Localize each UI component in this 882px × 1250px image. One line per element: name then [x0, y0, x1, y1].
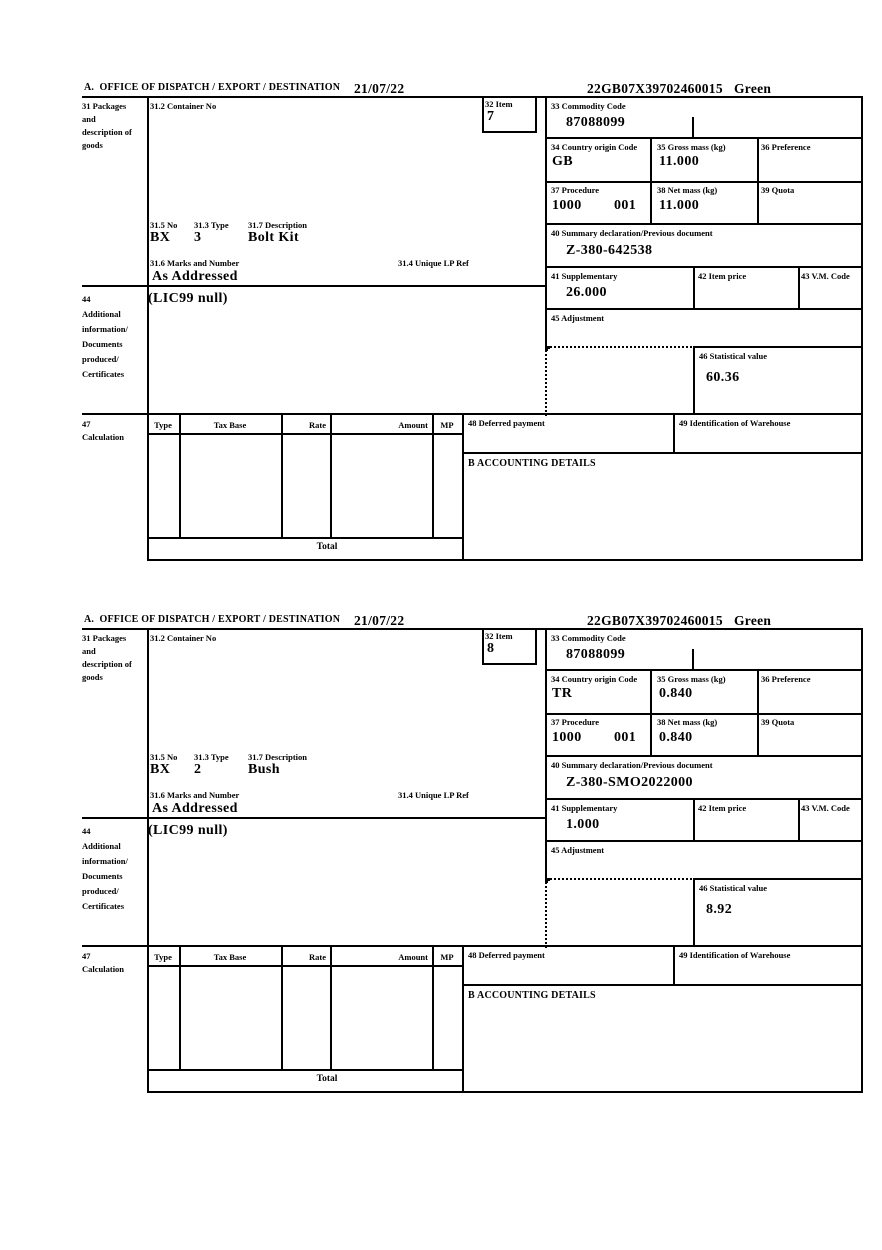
col-amount-header: Amount: [398, 952, 428, 962]
total-label: Total: [316, 1074, 338, 1084]
declaration-reference: 22GB07X39702460015: [587, 81, 723, 96]
col-tax-base-header: Tax Base: [213, 952, 247, 962]
statistical-value: 60.36: [706, 370, 740, 385]
grid-line: [147, 433, 462, 435]
grid-line: [545, 98, 547, 346]
marks-number-label: 31.6 Marks and Number: [150, 258, 240, 268]
item-section-2: [82, 614, 863, 1093]
col-mp-header: MP: [440, 952, 454, 962]
gross-mass-label: 35 Gross mass (kg): [657, 674, 726, 684]
grid-line: [535, 628, 537, 665]
grid-line: [693, 346, 863, 348]
grid-line: [692, 117, 694, 137]
box47-calculation-label: 47 Calculation: [82, 951, 125, 974]
summary-declaration-label: 40 Summary declaration/Previous document: [551, 760, 713, 770]
procedure-value: 1000: [552, 730, 582, 745]
procedure-label: 37 Procedure: [551, 717, 600, 727]
grid-line: [650, 671, 652, 713]
accounting-details-label: B ACCOUNTING DETAILS: [468, 990, 596, 1001]
net-mass-value: 11.000: [659, 198, 700, 213]
quota-label: 39 Quota: [761, 185, 795, 195]
grid-line: [693, 268, 695, 308]
net-mass-value: 0.840: [659, 730, 693, 745]
grid-line: [545, 840, 863, 842]
grid-line: [673, 413, 675, 452]
grid-line: [82, 96, 863, 98]
declaration-date: 21/07/22: [354, 613, 405, 628]
package-type-value: 3: [194, 230, 202, 245]
grid-line: [82, 628, 863, 630]
adjustment-label: 45 Adjustment: [551, 313, 605, 323]
office-of-dispatch-header: A. OFFICE OF DISPATCH / EXPORT / DESTINATION: [84, 82, 341, 93]
grid-line: [757, 181, 759, 223]
col-rate-header: Rate: [309, 420, 326, 430]
total-label: Total: [316, 542, 338, 552]
preference-label: 36 Preference: [761, 142, 811, 152]
col-type-header: Type: [154, 952, 172, 962]
supplementary-value: 26.000: [566, 285, 607, 300]
commodity-code-value: 87088099: [566, 115, 626, 130]
grid-line: [650, 713, 652, 755]
col-amount-header: Amount: [398, 420, 428, 430]
declaration-reference: 22GB07X39702460015: [587, 613, 723, 628]
box47-calculation-label: 47 Calculation: [82, 419, 125, 442]
description-value: Bush: [248, 762, 280, 777]
statistical-value-label: 46 Statistical value: [699, 883, 767, 893]
procedure-label: 37 Procedure: [551, 185, 600, 195]
commodity-code-label: 33 Commodity Code: [551, 633, 626, 643]
package-no-value: BX: [150, 762, 171, 777]
grid-line: [545, 755, 863, 757]
grid-line: [545, 223, 863, 225]
country-origin-label: 34 Country origin Code: [551, 142, 638, 152]
container-no-label: 31.2 Container No: [150, 101, 217, 111]
grid-line: [693, 880, 695, 945]
item-section-1: [82, 82, 863, 561]
grid-line: [482, 663, 537, 665]
deferred-payment-label: 48 Deferred payment: [468, 950, 545, 960]
grid-line: [82, 413, 863, 415]
grid-line: [147, 559, 863, 561]
grid-line: [147, 965, 462, 967]
box44-additional-info-label: 44 Additional information/ Documents produced/ Certificates: [82, 294, 128, 379]
marks-number-label: 31.6 Marks and Number: [150, 790, 240, 800]
grid-line: [147, 98, 149, 559]
office-of-dispatch-header: A. OFFICE OF DISPATCH / EXPORT / DESTINATION: [84, 614, 341, 625]
grid-line: [798, 800, 800, 840]
supplementary-label: 41 Supplementary: [551, 271, 618, 281]
grid-line: [147, 630, 149, 1091]
grid-line: [462, 452, 863, 454]
grid-line: [798, 268, 800, 308]
grid-line: [535, 96, 537, 133]
item-number-value: 8: [487, 641, 495, 656]
item-label: 32 Item: [485, 99, 513, 109]
grid-line: [757, 139, 759, 181]
vm-code-label: 43 V.M. Code: [801, 803, 850, 813]
additional-info-value: (LIC99 null): [148, 291, 228, 306]
grid-line: [82, 285, 545, 287]
net-mass-label: 38 Net mass (kg): [657, 717, 718, 727]
package-no-label: 31.5 No: [150, 752, 178, 762]
marks-number-value: As Addressed: [152, 269, 238, 284]
unique-lp-ref-label: 31.4 Unique LP Ref: [398, 790, 469, 800]
routing-status: Green: [734, 613, 772, 628]
grid-line: [692, 649, 694, 669]
grid-line: [147, 537, 462, 539]
package-no-label: 31.5 No: [150, 220, 178, 230]
summary-declaration-label: 40 Summary declaration/Previous document: [551, 228, 713, 238]
grid-line: [545, 798, 863, 800]
procedure-2-value: 001: [614, 198, 637, 213]
grid-line: [693, 800, 695, 840]
description-label: 31.7 Description: [248, 752, 308, 762]
warehouse-id-label: 49 Identification of Warehouse: [679, 950, 791, 960]
deferred-payment-label: 48 Deferred payment: [468, 418, 545, 428]
unique-lp-ref-label: 31.4 Unique LP Ref: [398, 258, 469, 268]
supplementary-label: 41 Supplementary: [551, 803, 618, 813]
grid-line: [545, 308, 863, 310]
grid-line: [545, 713, 863, 715]
commodity-code-value: 87088099: [566, 647, 626, 662]
preference-label: 36 Preference: [761, 674, 811, 684]
declaration-date: 21/07/22: [354, 81, 405, 96]
grid-line: [147, 1091, 863, 1093]
grid-line: [545, 878, 547, 948]
additional-info-value: (LIC99 null): [148, 823, 228, 838]
country-origin-value: TR: [552, 686, 573, 701]
grid-line: [482, 131, 537, 133]
package-no-value: BX: [150, 230, 171, 245]
grid-line: [861, 630, 863, 1091]
package-type-value: 2: [194, 762, 202, 777]
routing-status: Green: [734, 81, 772, 96]
grid-line: [545, 630, 547, 878]
previous-document-value: Z-380-SMO2022000: [566, 775, 693, 790]
item-label: 32 Item: [485, 631, 513, 641]
country-origin-value: GB: [552, 154, 574, 169]
grid-line: [693, 878, 863, 880]
box31-packages-label: 31 Packages and description of goods: [82, 101, 132, 150]
marks-number-value: As Addressed: [152, 801, 238, 816]
grid-line: [482, 96, 484, 133]
grid-line: [757, 713, 759, 755]
grid-line: [650, 139, 652, 181]
box31-packages-label: 31 Packages and description of goods: [82, 633, 132, 682]
quota-label: 39 Quota: [761, 717, 795, 727]
grid-line: [462, 413, 464, 559]
col-rate-header: Rate: [309, 952, 326, 962]
grid-line: [482, 628, 484, 665]
grid-line: [545, 346, 547, 416]
gross-mass-label: 35 Gross mass (kg): [657, 142, 726, 152]
grid-line: [545, 266, 863, 268]
net-mass-label: 38 Net mass (kg): [657, 185, 718, 195]
grid-line: [82, 945, 863, 947]
container-no-label: 31.2 Container No: [150, 633, 217, 643]
grid-line: [545, 137, 863, 139]
procedure-2-value: 001: [614, 730, 637, 745]
gross-mass-value: 11.000: [659, 154, 700, 169]
grid-line: [462, 984, 863, 986]
supplementary-value: 1.000: [566, 817, 600, 832]
description-value: Bolt Kit: [248, 230, 300, 245]
procedure-value: 1000: [552, 198, 582, 213]
statistical-value: 8.92: [706, 902, 733, 917]
grid-line: [147, 1069, 462, 1071]
grid-line: [673, 945, 675, 984]
col-type-header: Type: [154, 420, 172, 430]
box44-additional-info-label: 44 Additional information/ Documents produced/ Certificates: [82, 826, 128, 911]
item-price-label: 42 Item price: [698, 271, 747, 281]
grid-line: [650, 181, 652, 223]
description-label: 31.7 Description: [248, 220, 308, 230]
grid-line: [462, 945, 464, 1091]
grid-line: [861, 98, 863, 559]
previous-document-value: Z-380-642538: [566, 243, 653, 258]
grid-line: [545, 181, 863, 183]
package-type-label: 31.3 Type: [194, 220, 229, 230]
grid-line: [545, 878, 696, 880]
package-type-label: 31.3 Type: [194, 752, 229, 762]
accounting-details-label: B ACCOUNTING DETAILS: [468, 458, 596, 469]
gross-mass-value: 0.840: [659, 686, 693, 701]
vm-code-label: 43 V.M. Code: [801, 271, 850, 281]
col-tax-base-header: Tax Base: [213, 420, 247, 430]
warehouse-id-label: 49 Identification of Warehouse: [679, 418, 791, 428]
grid-line: [545, 669, 863, 671]
grid-line: [757, 671, 759, 713]
item-price-label: 42 Item price: [698, 803, 747, 813]
col-mp-header: MP: [440, 420, 454, 430]
grid-line: [693, 348, 695, 413]
country-origin-label: 34 Country origin Code: [551, 674, 638, 684]
grid-line: [82, 817, 545, 819]
item-number-value: 7: [487, 109, 495, 124]
adjustment-label: 45 Adjustment: [551, 845, 605, 855]
statistical-value-label: 46 Statistical value: [699, 351, 767, 361]
commodity-code-label: 33 Commodity Code: [551, 101, 626, 111]
grid-line: [545, 346, 696, 348]
